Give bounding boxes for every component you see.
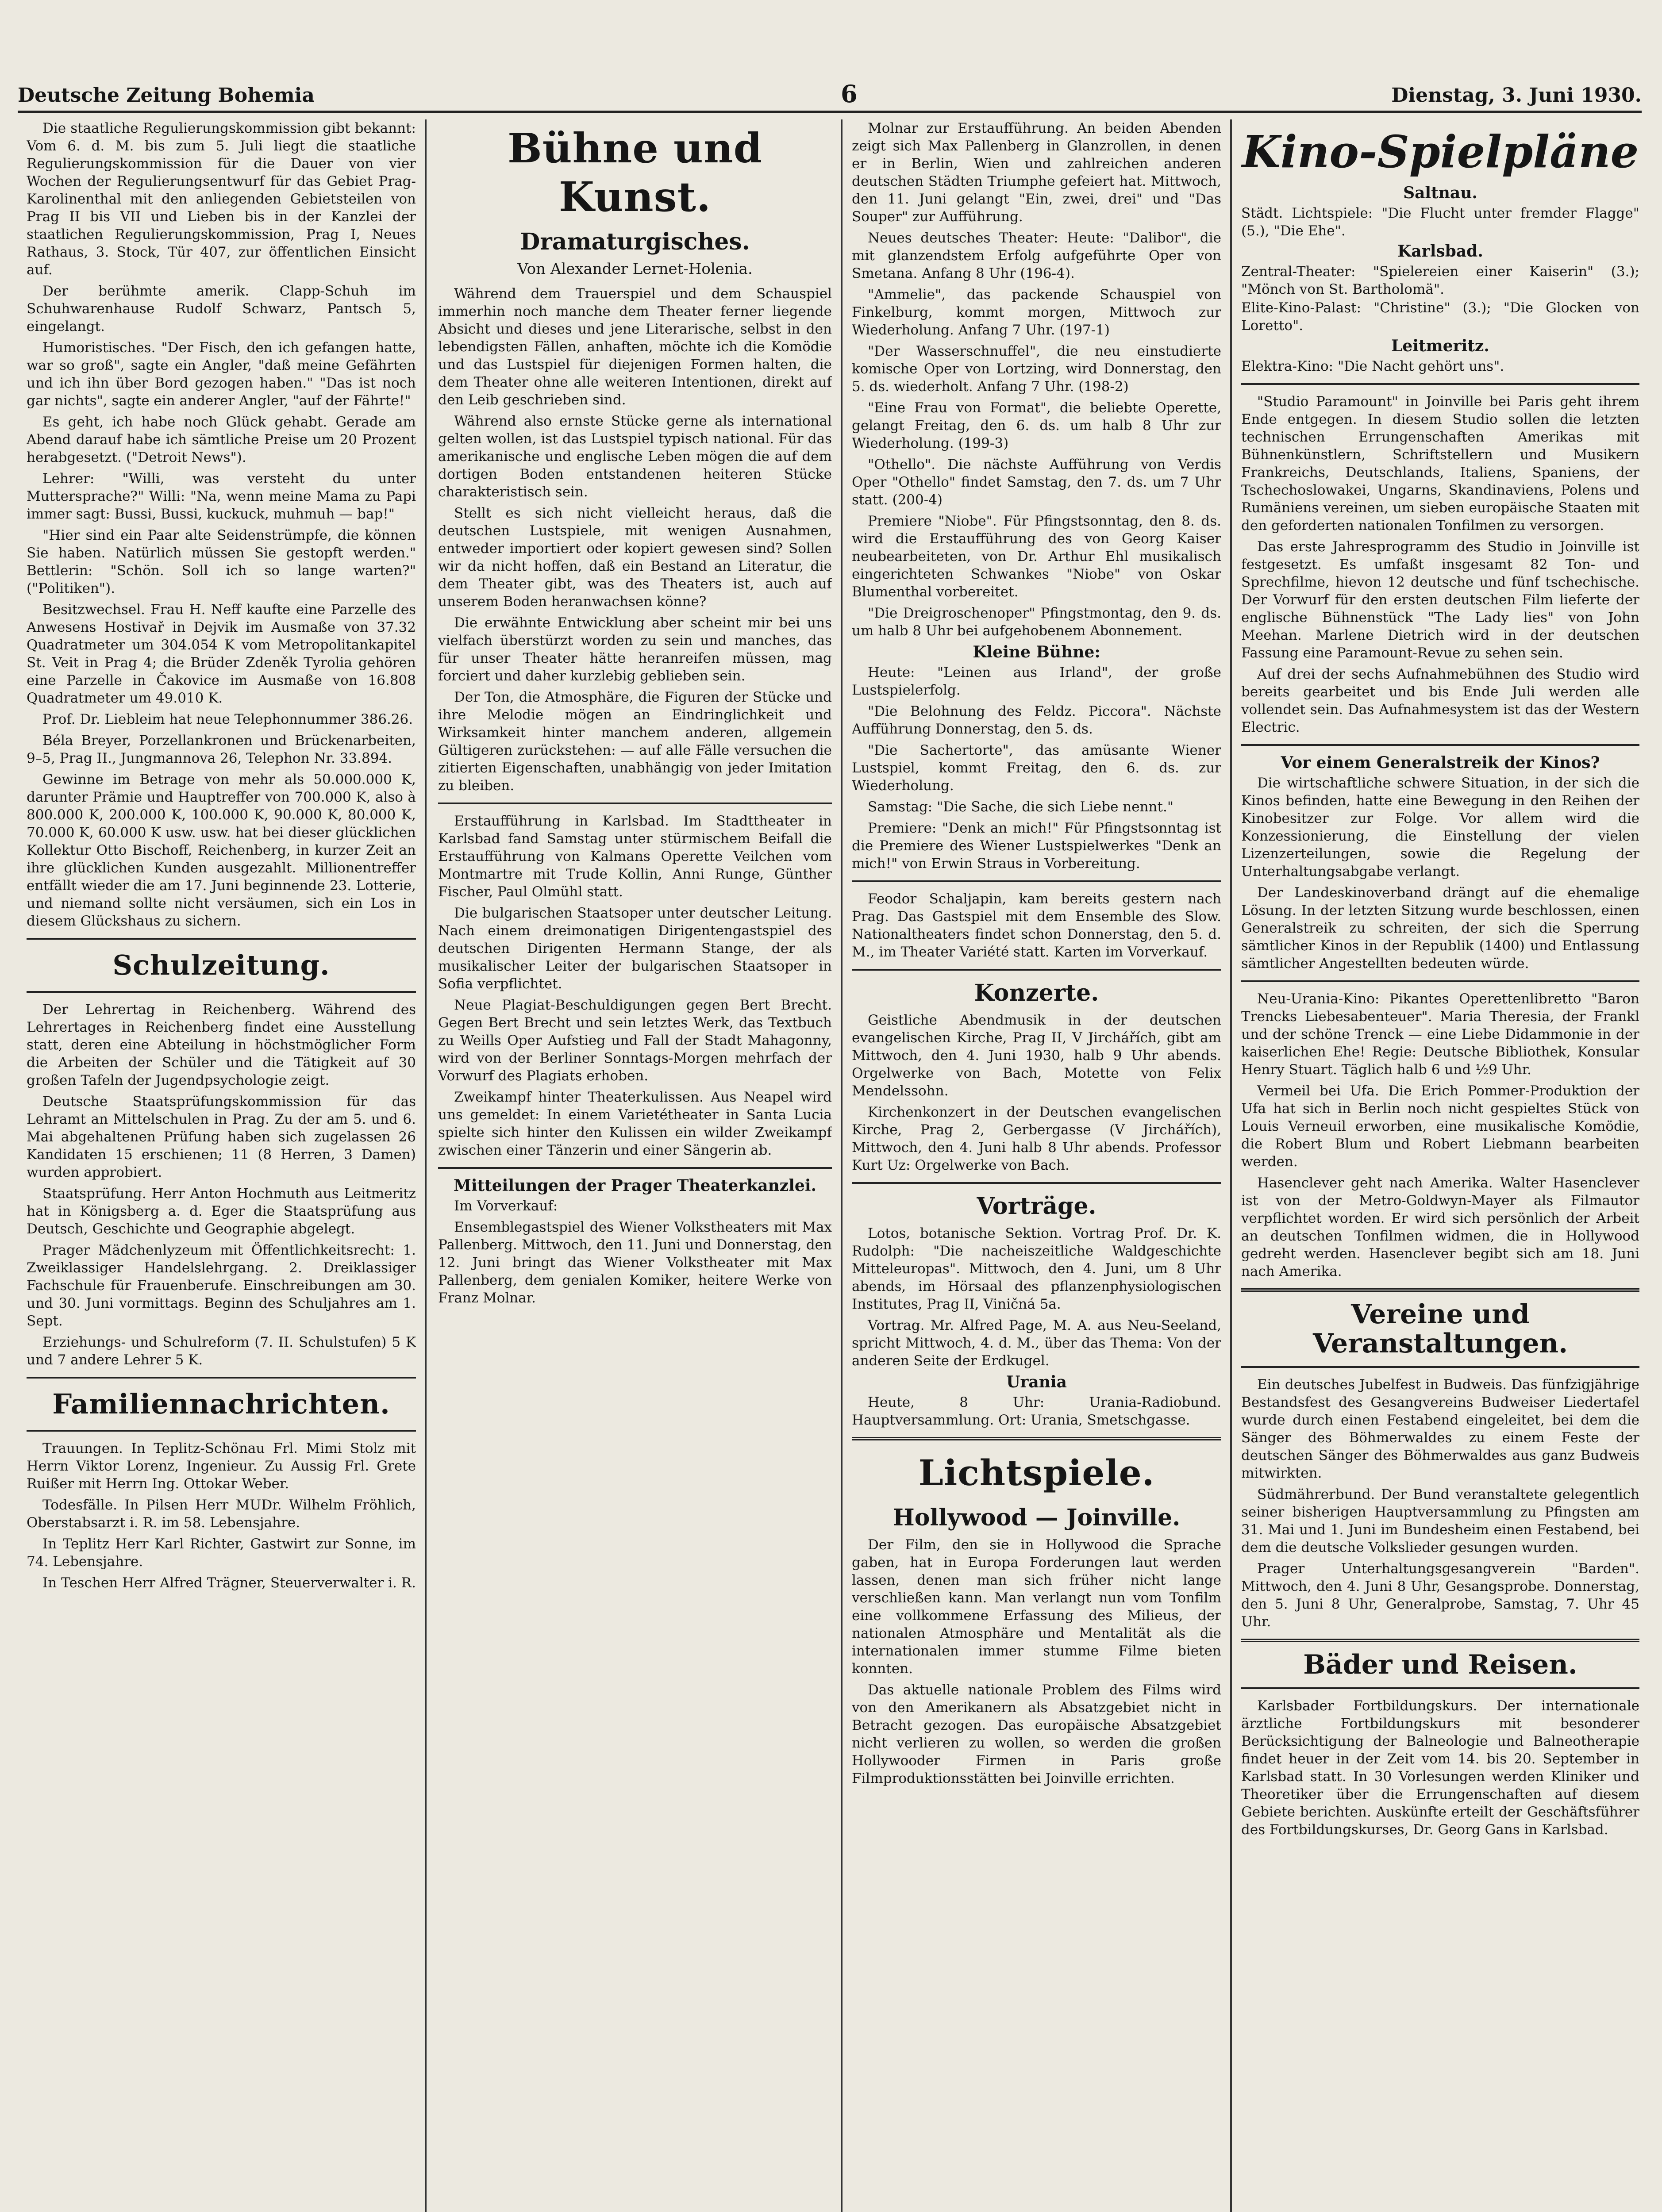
article-paragraph: Während dem Trauerspiel und dem Schauspiel immerhin noch manche dem Theater ferner liegende Absicht und dieses und jene Literarische, selbst in den lebendigsten Fällen, anhaften, möchte ich die Komödie und das Lustspiel für diejenigen Formen halten, die dem Theater ohne alle weiteren Intentionen, direkt auf den Leib geschrieben sind. (438, 286, 832, 408)
section-title-lichtspiele: Lichtspiele. (918, 1452, 1155, 1494)
article-paragraph: Der Film, den sie in Hollywood die Sprache gaben, hat in Europa Forderungen laut werden lassen, denen man sich früher nicht lange verschließen kann. Man verlangt nun vom Tonfilm eine vollkommene Erfassung des Milieus, der nationalen Atmosphäre und Mentalität als die internationalen immer stumme Filme bieten konnten. (852, 1537, 1221, 1677)
article-paragraph: Der Ton, die Atmosphäre, die Figuren der Stücke und ihre Melodie mögen an Eindringlichkeit und Wirksamkeit hinter manchem anderen, allgemein Gültigeren zurückstehen: — auf alle Fälle versuchen die zitierten Eigenschaften, unabhängig von jeder Imitation zu bleiben. (438, 689, 832, 794)
news-paragraph: "Die Sachertorte", das amüsante Wiener Lustspiel, kommt Freitag, den 6. ds. zur Wiederholung. (852, 742, 1221, 794)
column-2 (438, 119, 832, 2212)
column-1 (27, 119, 416, 2212)
divider (852, 1182, 1221, 1184)
column-rule (1230, 119, 1232, 2212)
divider (27, 938, 416, 940)
news-paragraph: Gewinne im Betrage von mehr als 50.000.000 K, darunter Prämie und Hauptreffer von 700.000 K, also à 800.000 K, 200.000 K, 100.000 K, 90.000 K, 80.000 K, 70.000 K, 60.000 K usw. usw. hat bei dieser glücklichen Kollektur Otto Bischoff, Reichenberg, in kurzer Zeit an ihre glücklichen Kunden ausgezahlt. Millionentreffer entfällt wieder die am 17. Juni beginnende 23. Lotterie, und niemand sollte nicht versäumen, sich ein Los in diesem Glückshaus zu sichern. (27, 772, 416, 929)
divider (852, 880, 1221, 882)
news-paragraph: "Die Dreigroschenoper" Pfingstmontag, den 9. ds. um halb 8 Uhr bei aufgehobenem Abonnement. (852, 605, 1221, 639)
page-header (18, 80, 1642, 113)
news-paragraph: Neues deutsches Theater: Heute: "Dalibor", die mit glanzendstem Erfolg aufgeführte Oper von Smetana. Anfang 8 Uhr (196-4). (852, 230, 1221, 281)
news-paragraph: Kirchenkonzert in der Deutschen evangelischen Kirche, Prag 2, Gerbergasse (V Jirchářích), Mittwoch, den 4. Juni halb 8 Uhr abends. Professor Kurt Uz: Orgelwerke von Bach. (852, 1104, 1221, 1173)
divider (27, 1430, 416, 1432)
news-paragraph: Trauungen. In Teplitz-Schönau Frl. Mimi Stolz mit Herrn Viktor Lorenz, Ingenieur. Zu Aussig Frl. Grete Ruißer mit Herrn Ing. Ottokar Weber. (27, 1440, 416, 1492)
news-paragraph: Die bulgarischen Staatsoper unter deutscher Leitung. Nach einem dreimonatigen Dirigentengastspiel des deutschen Dirigenten Hermann Stange, der als musikalischer Leiter der bulgarischen Staatsoper in Sofia verpflichtet. (438, 905, 832, 992)
news-paragraph: Heute: "Leinen aus Irland", der große Lustspielerfolg. (852, 664, 1221, 698)
divider (852, 1437, 1221, 1440)
article-title: Vor einem Generalstreik der Kinos? (1281, 753, 1600, 772)
news-paragraph: Feodor Schaljapin, kam bereits gestern nach Prag. Das Gastspiel mit dem Ensemble des Slow. Nationaltheaters findet schon Donnerstag, den 5. d. M., im Theater Variété statt. Karten im Vorverkauf. (852, 891, 1221, 960)
news-paragraph: Erstaufführung in Karlsbad. Im Stadttheater in Karlsbad fand Samstag unter stürmischem Beifall die Erstaufführung von Kalmans Operette Veilchen vom Montmartre mit Trude Kollin, Anni Runge, Günther Fischer, Paul Olmühl statt. (438, 813, 832, 900)
section-title-baeder: Bäder und Reisen. (1303, 1649, 1577, 1680)
article-title: Hollywood — Joinville. (893, 1504, 1181, 1531)
page-number: 6 (841, 80, 858, 108)
news-paragraph: Premiere: "Denk an mich!" Für Pfingstsonntag ist die Premiere des Wiener Lustspielwerkes "Denk an mich!" von Erwin Straus in Vorbereitung. (852, 820, 1221, 872)
news-paragraph: Molnar zur Erstaufführung. An beiden Abenden zeigt sich Max Pallenberg in Glanzrollen, in denen er in Berlin, Wien und zahlreichen anderen deutschen Städten Triumphe gefeiert hat. Mittwoch, den 11. Juni gelangt "Ein, zwei, drei" und "Das Souper" zur Aufführung. (852, 120, 1221, 225)
news-paragraph: Besitzwechsel. Frau H. Neff kaufte eine Parzelle des Anwesens Hostivař in Dejvik im Ausmaße von 37.32 Quadratmeter um 304.054 K vom Metropolitankapitel St. Veit in Prag 4; die Brüder Zdeněk Tyrolia gehören eine Parzelle in Čakovice im Ausmaße von 16.808 Quadratmeter um 49.010 K. (27, 602, 416, 706)
news-paragraph: Vortrag. Mr. Alfred Page, M. A. aus Neu-Seeland, spricht Mittwoch, 4. d. M., über das Thema: Von der anderen Seite der Erdkugel. (852, 1317, 1221, 1369)
article-paragraph: Stellt es sich nicht vielleicht heraus, daß die deutschen Lustspiele, mit wenigen Ausnahmen, entweder importiert oder kopiert gewesen sind? Sollen wir da nicht hoffen, daß ein Bestand an Literatur, die dem Theater gibt, was des Theaters ist, auch auf unserem Boden heranwachsen könne? (438, 505, 832, 610)
subsection-title: Urania (1006, 1373, 1067, 1391)
news-paragraph: Ensemblegastspiel des Wiener Volkstheaters mit Max Pallenberg. Mittwoch, den 11. Juni und Donnerstag, den 12. Juni bringt das Wiener Volkstheater mit Max Pallenberg, dem genialen Komiker, heitere Werke von Franz Molnar. (438, 1219, 832, 1306)
article-title: Dramaturgisches. (520, 228, 750, 255)
article-paragraph: Die erwähnte Entwicklung aber scheint mir bei uns vielfach überstürzt worden zu sein und manches, das für unser Theater hätte heranreifen müssen, mag forciert und daher kurzlebig geblieben sein. (438, 615, 832, 684)
news-paragraph: Es geht, ich habe noch Glück gehabt. Gerade am Abend darauf habe ich sämtliche Preise um 20 Prozent herabgesetzt. ("Detroit News"). (27, 414, 416, 465)
subsection-title: Kleine Bühne: (973, 643, 1100, 661)
divider (438, 803, 832, 804)
news-paragraph: Vermeil bei Ufa. Die Erich Pommer-Produktion der Ufa hat sich in Berlin noch nicht gespieltes Stück von Louis Verneuil erworben, eine musikalische Komödie, die Robert Blum und Robert Liebmann bearbeiten werden. (1241, 1083, 1639, 1170)
news-paragraph: Samstag: "Die Sache, die sich Liebe nennt." (868, 799, 1174, 815)
divider (1241, 1288, 1639, 1292)
section-title-konzerte: Konzerte. (974, 979, 1099, 1006)
news-paragraph: "Hier sind ein Paar alte Seidenstrümpfe, die können Sie haben. Natürlich müssen Sie gestopft werden." Bettlerin: "Schön. Soll ich so lange warten?" ("Politiken"). (27, 527, 416, 596)
article-paragraph: Auf drei der sechs Aufnahmebühnen des Studio wird bereits gearbeitet und bis Ende Juli werden alle vollendet sein. Das Aufnahmesystem ist das der Western Electric. (1241, 666, 1639, 735)
listing-entry: Elektra-Kino: "Die Nacht gehört uns". (1241, 358, 1504, 374)
section-title-mitteilungen: Mitteilungen der Prager Theaterkanzlei. (453, 1176, 817, 1195)
news-paragraph: Staatsprüfung. Herr Anton Hochmuth aus Leitmeritz hat in Königsberg a. d. Eger die Staatsprüfung aus Deutsch, Geschichte und Geographie abgelegt. (27, 1186, 416, 1237)
news-paragraph: Karlsbader Fortbildungskurs. Der internationale ärztliche Fortbildungskurs mit besonderer Berücksichtigung der Balneologie und Balneotherapie findet heuer in der Zeit vom 14. bis 20. September in Karlsbad statt. In 30 Vorlesungen werden Kliniker und Theoretiker über die Errungenschaften auf diesem Gebiete berichten. Auskünfte erteilt der Geschäftsführer des Fortbildungskurses, Dr. Georg Gans in Karlsbad. (1241, 1698, 1639, 1838)
section-title-schulzeitung: Schulzeitung. (112, 949, 330, 981)
news-paragraph: Im Vorverkauf: (454, 1198, 558, 1214)
divider (1241, 1687, 1639, 1689)
news-paragraph: Heute, 8 Uhr: Urania-Radiobund. Hauptversammlung. Ort: Urania, Smetschgasse. (852, 1394, 1221, 1428)
divider (1241, 1639, 1639, 1642)
divider (27, 991, 416, 993)
subsection-title: Leitmeritz. (1391, 337, 1489, 355)
news-paragraph: Prof. Dr. Liebleim hat neue Telephonnummer 386.26. (42, 711, 413, 727)
section-title-vereine: Vereine und Veranstaltungen. (1312, 1299, 1568, 1359)
news-paragraph: Hasenclever geht nach Amerika. Walter Hasenclever ist von der Metro-Goldwyn-Mayer als Filmautor verpflichtet worden. Er wird sich persönlich der Arbeit an deutschen Tonfilmen widmen, die in Hollywood gedreht werden. Hasenclever begibt sich am 18. Juni nach Amerika. (1241, 1175, 1639, 1279)
local-news (27, 119, 416, 930)
article-paragraph: Die wirtschaftliche schwere Situation, in der sich die Kinos befinden, hatte eine Bewegung in den Reihen der Kinobesitzer zur Folge. Vor allem wird die Konzessionierung, die Einstellung der vielen Lizenzerteilungen, sowie die Regelung der Unterhaltungsabgabe verlangt. (1241, 775, 1639, 879)
article-byline: Von Alexander Lernet-Holenia. (517, 260, 753, 278)
news-paragraph: Die staatliche Regulierungskommission gibt bekannt: Vom 6. d. M. bis zum 5. Juli liegt die staatliche Regulierungskommission für die Dauer von vier Wochen der Regulierungsentwurf für das Gebiet Prag-Karolinenthal mit den anliegenden Gebietsteilen von Prag II bis VII und Lieben bis in der Kanzlei der staatlichen Regulierungskommission, Prag I, Neues Rathaus, 3. Stock, Tür 407, zur öffentlichen Einsicht auf. (27, 120, 416, 278)
subsection-title: Karlsbad. (1397, 242, 1483, 261)
news-paragraph: Todesfälle. In Pilsen Herr MUDr. Wilhelm Fröhlich, Oberstabsarzt i. R. im 58. Lebensjahre. (27, 1497, 416, 1531)
column-rule (425, 119, 427, 2212)
section-title-vortraege: Vorträge. (977, 1193, 1096, 1220)
news-paragraph: Ein deutsches Jubelfest in Budweis. Das fünfzigjährige Bestandsfest des Gesangvereins Budweiser Liedertafel wurde durch einen Festabend eingeleitet, bei dem die Sänger des Böhmerwaldes zu einem Feste der deutschen Sänger des Böhmerwaldes aus ganz Budweis mitwirkten. (1241, 1377, 1639, 1481)
news-paragraph: Premiere "Niobe". Für Pfingstsonntag, den 8. ds. wird die Erstaufführung des von Georg Kaiser neubearbeiteten, von Dr. Arthur Ehl musikalisch eingerichteten Schwankes "Niobe" von Oskar Blumenthal vorbereitet. (852, 513, 1221, 600)
subsection-title: Saltnau. (1403, 184, 1477, 202)
listing-entry: Elite-Kino-Palast: "Christine" (3.); "Die Glocken von Loretto". (1241, 300, 1639, 334)
news-paragraph: Lehrer: "Willi, was versteht du unter Muttersprache?" Willi: "Na, wenn meine Mama zu Papi immer sagt: Bussi, Bussi, kuckuck, muhmuh — bap!" (27, 471, 416, 522)
divider (852, 969, 1221, 971)
news-paragraph: Prager Mädchenlyzeum mit Öffentlichkeitsrecht: 1. Zweiklassiger Handelslehrgang. 2. Dreiklassiger Fachschule für Frauenberufe. Einschreibungen am 30. und 30. Juni vormittags. Beginn des Schuljahres am 1. Sept. (27, 1242, 416, 1329)
news-paragraph: Erziehungs- und Schulreform (7. II. Schulstufen) 5 K und 7 andere Lehrer 5 K. (27, 1334, 416, 1368)
news-paragraph: In Teschen Herr Alfred Trägner, Steuerverwalter i. R. (42, 1575, 416, 1591)
news-paragraph: Béla Breyer, Porzellankronen und Brückenarbeiten, 9–5, Prag II., Jungmannova 26, Telephon Nr. 33.894. (27, 733, 416, 766)
news-paragraph: Zweikampf hinter Theaterkulissen. Aus Neapel wird uns gemeldet: In einem Varietétheater in Santa Lucia spielte sich hinter den Kulissen ein wilder Zweikampf zwischen einer Tänzerin und einer Sängerin ab. (438, 1089, 832, 1158)
news-paragraph: In Teplitz Herr Karl Richter, Gastwirt zur Sonne, im 74. Lebensjahre. (27, 1536, 416, 1570)
article-paragraph: Während also ernste Stücke gerne als international gelten wollen, ist das Lustspiel typisch national. Für das amerikanische und englische Leben mögen die auf dem dortigen Boden entstandenen heiteren Stücke charakteristisch sein. (438, 413, 832, 500)
issue-date: Dienstag, 3. Juni 1930. (1391, 84, 1642, 107)
news-paragraph: Deutsche Staatsprüfungskommission für das Lehramt an Mittelschulen in Prag. Zu der am 5. und 6. Mai abgehaltenen Prüfung haben sich zugelassen 26 Kandidaten 15 erschienen; 11 (8 Herren, 3 Damen) wurden approbiert. (27, 1094, 416, 1180)
news-paragraph: "Der Wasserschnuffel", die neu einstudierte komische Oper von Lortzing, wird Donnerstag, den 5. ds. wiederholt. Anfang 7 Uhr. (198-2) (852, 343, 1221, 395)
section-title-familiennachrichten: Familiennachrichten. (52, 1388, 390, 1420)
divider (1241, 1366, 1639, 1368)
news-paragraph: Südmährerbund. Der Bund veranstaltete gelegentlich seiner bisherigen Hauptversammlung zu Pfingsten am 31. Mai und 1. Juni im Bundesheim einen Festabend, bei dem die deutsche Volkslieder gesungen wurden. (1241, 1486, 1639, 1555)
news-paragraph: Prager Unterhaltungsgesangverein "Barden". Mittwoch, den 4. Juni 8 Uhr, Gesangsprobe. Donnerstag, den 5. Juni 8 Uhr, Generalprobe, Samstag, 7. Uhr 45 Uhr. (1241, 1561, 1639, 1630)
article-paragraph: Das aktuelle nationale Problem des Films wird von den Amerikanern als Absatzgebiet nicht in Betracht gezogen. Das europäische Absatzgebiet nicht verlieren zu wollen, so werden die großen Hollywooder Firmen in Paris große Filmproduktionsstätten bei Joinville errichten. (852, 1682, 1221, 1786)
divider (1241, 383, 1639, 385)
news-paragraph: Der berühmte amerik. Clapp-Schuh im Schuhwarenhause Rudolf Schwarz, Pantsch 5, eingelangt. (27, 283, 416, 334)
news-paragraph: "Die Belohnung des Feldz. Piccora". Nächste Aufführung Donnerstag, den 5. ds. (852, 703, 1221, 737)
news-paragraph: Humoristisches. "Der Fisch, den ich gefangen hatte, war so groß", sagte ein Angler, "daß meine Gefährten und ich ihn über Bord gezogen haben." "Das ist noch gar nichts", sagte ein anderer Angler, "auf der Fährte!" (27, 340, 416, 409)
section-title-buehne: Bühne und Kunst. (507, 124, 763, 221)
divider (1241, 980, 1639, 982)
column-4 (1241, 119, 1639, 2212)
column-3 (852, 119, 1221, 2212)
listing-entry: Zentral-Theater: "Spielereien einer Kaiserin" (3.); "Mönch von St. Bartholomä". (1241, 264, 1639, 297)
article-paragraph: "Studio Paramount" in Joinville bei Paris geht ihrem Ende entgegen. In diesem Studio sollen die letzten technischen Errungenschaften Amerikas mit Bühnenkünstlern, Schriftstellern und Musikern Frankreichs, Deutschlands, Italiens, Spaniens, der Tschechoslowakei, Ungarns, Skandinaviens, Polens und Rumäniens vereinen, um sieben europäische Staaten mit den geforderten nationalen Tonfilmen zu versorgen. (1241, 394, 1639, 534)
news-paragraph: "Othello". Die nächste Aufführung von Verdis Oper "Othello" findet Samstag, den 7. ds. um 7 Uhr statt. (200-4) (852, 457, 1221, 508)
news-paragraph: Lotos, botanische Sektion. Vortrag Prof. Dr. K. Rudolph: "Die nacheiszeitliche Waldgeschichte Mitteleuropas". Mittwoch, den 4. Juni, um 8 Uhr abends, im Hörsaal des pflanzenphysiologischen Institutes, Prag II, Viničná 5a. (852, 1225, 1221, 1312)
news-paragraph: "Ammelie", das packende Schauspiel von Finkelburg, kommt morgen, Mittwoch zur Wiederholung. Anfang 7 Uhr. (197-1) (852, 287, 1221, 338)
news-paragraph: "Eine Frau von Format", die beliebte Operette, gelangt Freitag, den 6. ds. um halb 8 Uhr zur Wiederholung. (199-3) (852, 400, 1221, 451)
news-paragraph: Neue Plagiat-Beschuldigungen gegen Bert Brecht. Gegen Bert Brecht und sein letztes Werk, das Textbuch zu Weills Oper Aufstieg und Fall der Stadt Mahagonny, wird von der Berliner Sonntags-Morgen mehrfach der Vorwurf des Plagiats erhoben. (438, 997, 832, 1084)
news-paragraph: Geistliche Abendmusik in der deutschen evangelischen Kirche, Prag II, V Jirchářích, gibt am Mittwoch, den 4. Juni 1930, halb 9 Uhr abends. Orgelwerke von Bach, Motette von Felix Mendelssohn. (852, 1012, 1221, 1099)
section-title-kino: Kino-Spielpläne (1242, 126, 1639, 178)
column-rule (841, 119, 843, 2212)
listing-entry: Städt. Lichtspiele: "Die Flucht unter fremder Flagge" (5.), "Die Ehe". (1241, 205, 1639, 239)
divider (27, 1377, 416, 1379)
divider (1241, 744, 1639, 746)
news-paragraph: Der Lehrertag in Reichenberg. Während des Lehrertages in Reichenberg findet eine Ausstellung statt, deren eine Abteilung in höchstmöglicher Form die Arbeiten der Schüler und die Tätigkeit auf 30 großen Tafeln der Jugendpsychologie zeigt. (27, 1002, 416, 1088)
article-paragraph: Der Landeskinoverband drängt auf die ehemalige Lösung. In der letzten Sitzung wurde beschlossen, einen Generalstreik zu schreiten, der sich die Sperrung sämtlicher Kinos in der Republik (1400) und Entlassung sämtlicher Angestellten bedeuten würde. (1241, 885, 1639, 972)
news-paragraph: Neu-Urania-Kino: Pikantes Operettenlibretto "Baron Trencks Liebesabenteuer". Maria Theresia, der Frankl und der schöne Trenck — eine Liebe Didammonie in der kaiserlichen Ehe! Regie: Deutsche Bibliothek, Konsular Henry Stuart. Täglich halb 6 und ½9 Uhr. (1241, 991, 1639, 1078)
divider (438, 1167, 832, 1169)
masthead-title: Deutsche Zeitung Bohemia (18, 84, 315, 107)
article-paragraph: Das erste Jahresprogramm des Studio in Joinville ist festgesetzt. Es umfaßt insgesamt 82 Ton- und Sprechfilme, hievon 12 deutsche und fünf tschechische. Der Vorwurf für den ersten deutschen Film lieferte der englische Bühnenstück "The Lady lies" von John Meehan. Marlene Dietrich wird in der deutschen Fassung eine Paramount-Revue zu sehen sein. (1241, 539, 1639, 661)
